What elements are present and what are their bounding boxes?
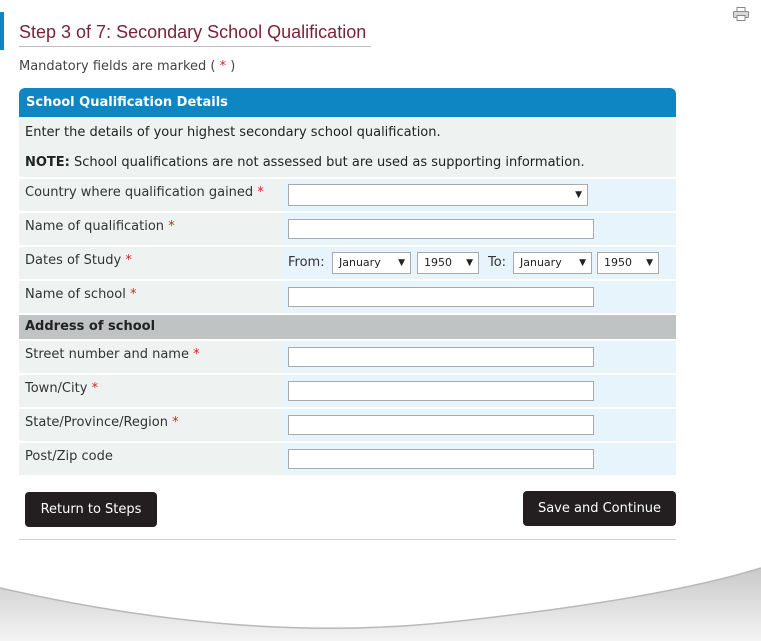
mandatory-note	[19, 59, 235, 74]
dates-row	[19, 245, 676, 279]
street-input[interactable]	[288, 347, 594, 367]
chevron-down-icon: ▼	[579, 258, 586, 268]
qualification-input[interactable]	[288, 219, 594, 239]
from-month-select[interactable]: January ▼	[332, 252, 411, 274]
state-input[interactable]	[288, 415, 594, 435]
country-select[interactable]	[288, 184, 588, 206]
chevron-down-icon: ▼	[398, 258, 405, 268]
town-field	[282, 375, 676, 407]
divider	[19, 539, 676, 540]
state-label: State/Province/Region *	[19, 409, 282, 441]
school-label: Name of school *	[19, 281, 282, 313]
street-label: Street number and name *	[19, 341, 282, 373]
country-label: Country where qualification gained *	[19, 179, 282, 211]
mandatory-close: )	[230, 59, 236, 74]
required-star: *	[219, 59, 227, 74]
state-field	[282, 409, 676, 441]
post-label: Post/Zip code	[19, 443, 282, 475]
note-body: School qualifications are not assessed but are used as supporting information.	[74, 155, 585, 170]
from-year-select[interactable]: 1950 ▼	[417, 252, 479, 274]
street-field	[282, 341, 676, 373]
note-label: NOTE:	[25, 155, 70, 170]
page-title: Step 3 of 7: Secondary School Qualification	[19, 22, 371, 47]
dates-field	[282, 247, 676, 279]
panel-intro	[19, 117, 676, 177]
country-row	[19, 177, 676, 211]
chevron-down-icon: ▼	[466, 258, 473, 268]
town-label: Town/City *	[19, 375, 282, 407]
chevron-down-icon: ▼	[646, 258, 653, 268]
town-row	[19, 373, 676, 407]
country-field	[282, 179, 676, 211]
printer-icon[interactable]	[733, 7, 749, 21]
chevron-down-icon: ▼	[575, 190, 582, 200]
accent-bar	[0, 12, 4, 50]
address-section-header: Address of school	[19, 315, 676, 339]
dates-label: Dates of Study *	[19, 247, 282, 279]
post-input[interactable]	[288, 449, 594, 469]
qualification-label: Name of qualification *	[19, 213, 282, 245]
to-month-select[interactable]: January ▼	[513, 252, 592, 274]
panel-header: School Qualification Details	[19, 88, 676, 117]
page-curl-shadow	[0, 560, 761, 641]
street-row	[19, 339, 676, 373]
school-qualification-panel	[19, 88, 676, 475]
school-row	[19, 279, 676, 313]
qualification-row	[19, 211, 676, 245]
state-row	[19, 407, 676, 441]
to-year-select[interactable]: 1950 ▼	[597, 252, 659, 274]
qualification-field	[282, 213, 676, 245]
post-field	[282, 443, 676, 475]
town-input[interactable]	[288, 381, 594, 401]
return-to-steps-button[interactable]: Return to Steps	[25, 492, 157, 527]
mandatory-text: Mandatory fields are marked (	[19, 59, 216, 74]
save-and-continue-button[interactable]: Save and Continue	[523, 491, 676, 526]
to-label: To:	[488, 255, 507, 270]
school-input[interactable]	[288, 287, 594, 307]
note-text	[25, 147, 670, 177]
intro-text: Enter the details of your highest secondary school qualification.	[25, 125, 441, 140]
school-field	[282, 281, 676, 313]
from-label: From:	[288, 255, 325, 270]
post-row	[19, 441, 676, 475]
